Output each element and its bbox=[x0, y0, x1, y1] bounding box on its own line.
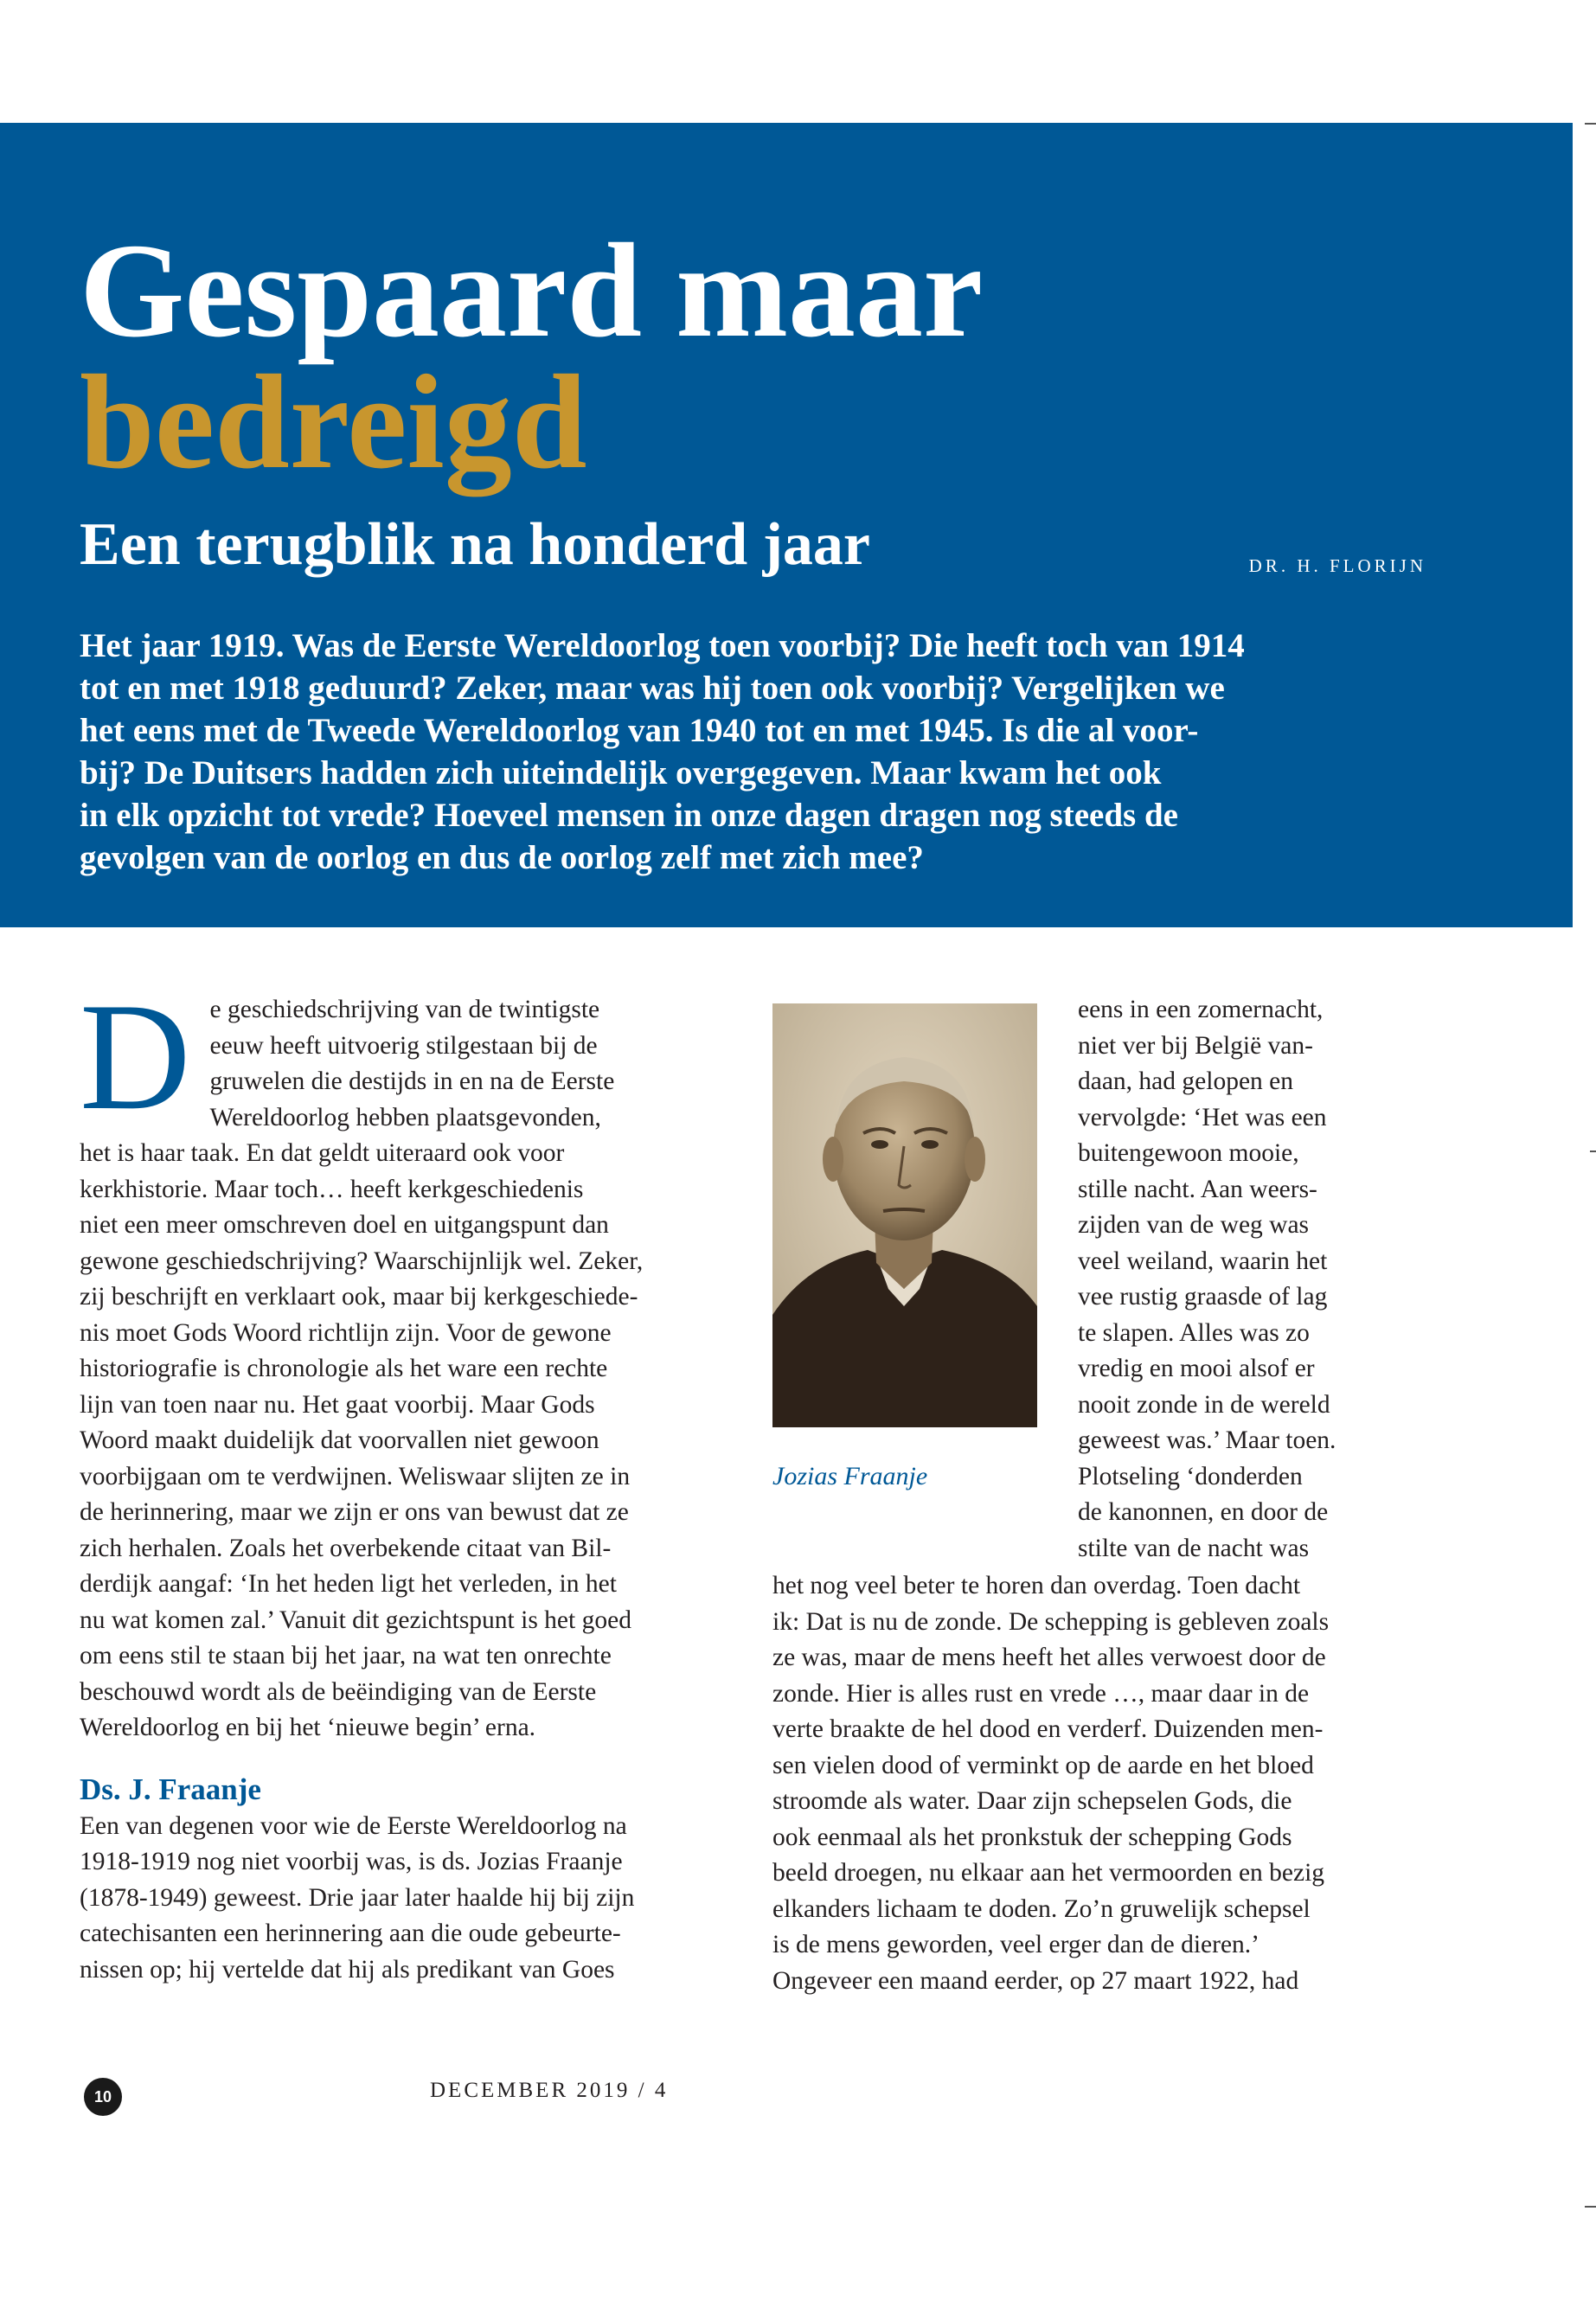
body-line: verte braakte de hel dood en verderf. Duizenden men- bbox=[772, 1715, 1324, 1743]
body-line: ze was, maar de mens heeft het alles verwoest door de bbox=[772, 1644, 1326, 1671]
lead-line: gevolgen van de oorlog en dus de oorlog zelf met zich mee? bbox=[80, 839, 924, 876]
body-line: gewone geschiedschrijving? Waarschijnlijk wel. Zeker, bbox=[80, 1247, 644, 1275]
body-line: ook eenmaal als het pronkstuk der schepping Gods bbox=[772, 1823, 1292, 1851]
drop-cap: D bbox=[80, 971, 191, 1142]
section-paragraph bbox=[80, 1809, 730, 1989]
portrait-photo bbox=[772, 1003, 1037, 1427]
body-line: buitengewoon mooie, bbox=[1078, 1139, 1299, 1167]
portrait-illustration bbox=[772, 1003, 1037, 1427]
body-line: Wereldoorlog hebben plaatsgevonden, bbox=[209, 1103, 601, 1131]
body-line: zich herhalen. Zoals het overbekende citaat van Bil- bbox=[80, 1534, 612, 1562]
body-line: niet een meer omschreven doel en uitgangspunt dan bbox=[80, 1211, 609, 1239]
body-line: (1878-1949) geweest. Drie jaar later haalde hij bij zijn bbox=[80, 1883, 635, 1912]
body-line: zij beschrijft en verklaart ook, maar bij kerkgeschiede- bbox=[80, 1283, 638, 1311]
body-line: beschouwd wordt als de beëindiging van de Eerste bbox=[80, 1677, 597, 1706]
body-line: te slapen. Alles was zo bbox=[1078, 1318, 1310, 1347]
body-line: historiografie is chronologie als het ware een rechte bbox=[80, 1355, 608, 1382]
body-line: geweest was.’ Maar toen. bbox=[1078, 1426, 1336, 1454]
subtitle: Een terugblik na honderd jaar bbox=[80, 511, 870, 578]
body-line: eens in een zomernacht, bbox=[1078, 996, 1324, 1023]
body-line: stilte van de nacht was bbox=[1078, 1534, 1310, 1562]
author-byline: DR. H. FLORIJN bbox=[1248, 555, 1426, 576]
body-line: eeuw heeft uitvoerig stilgestaan bij de bbox=[209, 1031, 598, 1060]
lead-line: het eens met de Tweede Wereldoorlog van 1940 tot en met 1945. Is die al voor- bbox=[80, 712, 1199, 749]
body-line: veel weiland, waarin het bbox=[1078, 1247, 1328, 1275]
lead-line: bij? De Duitsers hadden zich uiteindelijk overgegeven. Maar kwam het ook bbox=[80, 754, 1162, 792]
page-number-badge: 10 bbox=[84, 2078, 122, 2116]
body-line: de herinnering, maar we zijn er ons van bewust dat ze bbox=[80, 1498, 629, 1526]
body-line: zonde. Hier is alles rust en vrede …, maar daar in de bbox=[772, 1679, 1310, 1708]
body-line: e geschiedschrijving van de twintigste bbox=[209, 996, 600, 1023]
body-line: beeld droegen, nu elkaar aan het vermoorden en bezig bbox=[772, 1859, 1325, 1887]
body-line: Ongeveer een maand eerder, op 27 maart 1922, had bbox=[772, 1966, 1299, 1995]
crop-mark-middle bbox=[1590, 1150, 1596, 1152]
body-line: Een van degenen voor wie de Eerste Wereldoorlog na bbox=[80, 1811, 627, 1840]
intro-paragraph bbox=[80, 971, 730, 1747]
body-line: stroomde als water. Daar zijn schepselen Gods, die bbox=[772, 1787, 1292, 1815]
lead-paragraph bbox=[80, 625, 1429, 879]
body-line: zijden van de weg was bbox=[1078, 1211, 1310, 1239]
body-line: catechisanten een herinnering aan die oude gebeurte- bbox=[80, 1920, 621, 1947]
crop-mark-top bbox=[1585, 123, 1596, 125]
body-line: lijn van toen naar nu. Het gaat voorbij. Maar Gods bbox=[80, 1390, 595, 1419]
body-line: gruwelen die destijds in en na de Eerste bbox=[209, 1067, 615, 1095]
body-line: het nog veel beter te horen dan overdag. Toen dacht bbox=[772, 1572, 1301, 1599]
body-line: kerkhistorie. Maar toch… heeft kerkgeschiedenis bbox=[80, 1175, 584, 1203]
body-line: het is haar taak. En dat geldt uiteraard ook voor bbox=[80, 1139, 565, 1167]
body-line: nooit zonde in de wereld bbox=[1078, 1390, 1330, 1419]
lead-line: tot en met 1918 geduurd? Zeker, maar was hij toen ook voorbij? Vergelijken we bbox=[80, 670, 1225, 707]
body-column-2-wrapped bbox=[1078, 992, 1441, 1567]
body-line: voorbijgaan om te verdwijnen. Weliswaar slijten ze in bbox=[80, 1462, 631, 1490]
body-line: Plotseling ‘donderden bbox=[1078, 1462, 1303, 1490]
body-line: 1918-1919 nog niet voorbij was, is ds. Jozias Fraanje bbox=[80, 1848, 623, 1875]
body-line: sen vielen dood of verminkt op de aarde en het bloed bbox=[772, 1751, 1314, 1779]
lead-line: Het jaar 1919. Was de Eerste Wereldoorlog toen voorbij? Die heeft toch van 1914 bbox=[80, 627, 1245, 664]
body-column-2-full bbox=[772, 1568, 1437, 1999]
body-line: nu wat komen zal.’ Vanuit dit gezichtspunt is het goed bbox=[80, 1606, 631, 1634]
title-line-1: Gespaard maar bbox=[80, 215, 984, 365]
issue-footer: DECEMBER 2019 / 4 bbox=[430, 2079, 669, 2102]
section-heading: Ds. J. Fraanje bbox=[80, 1772, 261, 1806]
body-line: vredig en mooi alsof er bbox=[1078, 1355, 1315, 1382]
body-line: derdijk aangaf: ‘In het heden ligt het verleden, in het bbox=[80, 1570, 617, 1598]
body-line: Wereldoorlog en bij het ‘nieuwe begin’ erna. bbox=[80, 1714, 536, 1741]
body-line: daan, had gelopen en bbox=[1078, 1067, 1294, 1095]
title-line-2: bedreigd bbox=[80, 347, 587, 497]
body-line: stille nacht. Aan weers- bbox=[1078, 1175, 1317, 1203]
body-line: niet ver bij België van- bbox=[1078, 1031, 1313, 1060]
body-line: vee rustig graasde of lag bbox=[1078, 1283, 1328, 1311]
body-line: de kanonnen, en door de bbox=[1078, 1498, 1329, 1526]
photo-caption: Jozias Fraanje bbox=[772, 1462, 928, 1490]
crop-mark-bottom bbox=[1585, 2206, 1596, 2208]
body-line: vervolgde: ‘Het was een bbox=[1078, 1103, 1327, 1131]
body-line: nissen op; hij vertelde dat hij als predikant van Goes bbox=[80, 1955, 615, 1984]
body-line: ik: Dat is nu de zonde. De schepping is gebleven zoals bbox=[772, 1607, 1330, 1636]
lead-line: in elk opzicht tot vrede? Hoeveel mensen in onze dagen dragen nog steeds de bbox=[80, 797, 1178, 834]
body-line: om eens stil te staan bij het jaar, na wat ten onrechte bbox=[80, 1642, 612, 1670]
body-column-1 bbox=[80, 971, 730, 1988]
body-line: Woord maakt duidelijk dat voorvallen niet gewoon bbox=[80, 1426, 599, 1454]
body-line: is de mens geworden, veel erger dan de dieren.’ bbox=[772, 1931, 1260, 1958]
body-line: nis moet Gods Woord richtlijn zijn. Voor de gewone bbox=[80, 1318, 612, 1347]
body-line: elkanders lichaam te doden. Zo’n gruwelijk schepsel bbox=[772, 1894, 1311, 1923]
